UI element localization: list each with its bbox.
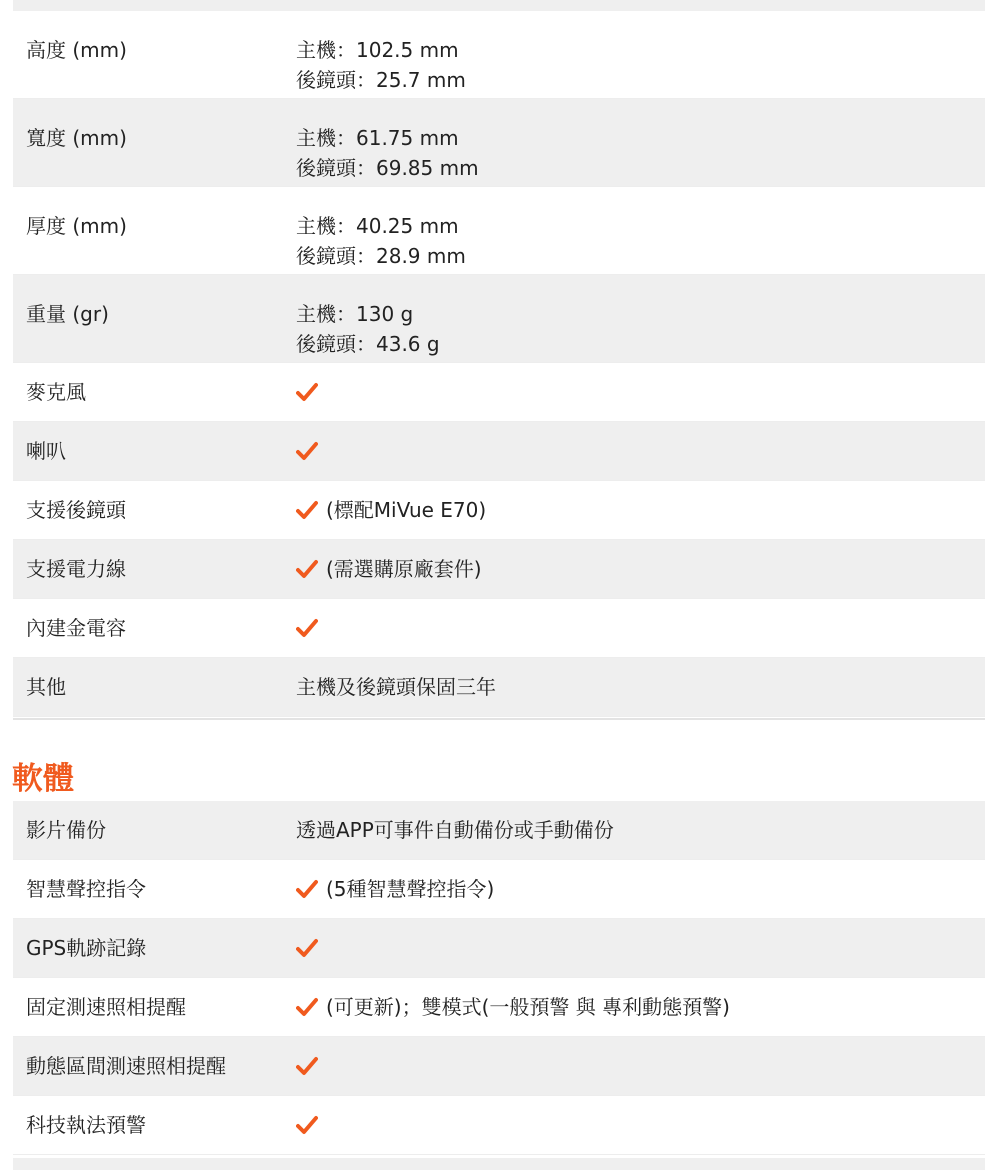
spec-value-line: 後鏡頭：69.85 mm (296, 156, 479, 180)
spec-value (296, 618, 985, 638)
table-row-tech-enforcement (13, 1096, 985, 1155)
software-spec-table (13, 801, 985, 1155)
table-row-partial (13, 1158, 985, 1170)
table-row-width (13, 99, 985, 187)
spec-label: 內建金電容 (26, 616, 126, 640)
spec-value (296, 938, 985, 958)
table-row-weight (13, 275, 985, 363)
table-row-section-speed-camera (13, 1037, 985, 1096)
spec-value (296, 35, 985, 95)
spec-value: 透過APP可事件自動備份或手動備份 (296, 818, 614, 842)
checkmark-icon (296, 559, 318, 579)
spec-value-line: 主機：130 g (296, 302, 414, 326)
hardware-spec-table (13, 11, 985, 717)
table-row-rear-camera (13, 481, 985, 540)
spec-value (296, 211, 985, 271)
spec-value (296, 874, 985, 904)
spec-label: 高度 (mm) (26, 38, 127, 62)
spec-label: 科技執法預警 (26, 1113, 146, 1137)
spec-value (296, 495, 985, 525)
checkmark-icon (296, 441, 318, 461)
spec-value (296, 299, 985, 359)
spec-value-line: 主機：102.5 mm (296, 38, 459, 62)
checkmark-icon (296, 938, 318, 958)
spec-value (296, 992, 985, 1022)
table-row-supercapacitor (13, 599, 985, 658)
checkmark-icon (296, 1115, 318, 1135)
checkmark-icon (296, 618, 318, 638)
spec-label: 智慧聲控指令 (26, 877, 146, 901)
table-row-fixed-speed-camera (13, 978, 985, 1037)
spec-value (296, 1115, 985, 1135)
table-row-depth (13, 187, 985, 275)
checkmark-icon (296, 997, 318, 1017)
spec-label: GPS軌跡記錄 (26, 936, 147, 960)
spec-label: 支援電力線 (26, 557, 126, 581)
section-divider (13, 718, 985, 720)
spec-value (296, 554, 985, 584)
spec-note: (5種智慧聲控指令) (326, 877, 495, 901)
checkmark-icon (296, 879, 318, 899)
spec-value-line: 後鏡頭：25.7 mm (296, 68, 466, 92)
spec-note: (需選購原廠套件) (326, 557, 482, 581)
spec-label: 厚度 (mm) (26, 214, 127, 238)
spec-label: 其他 (26, 675, 66, 699)
spec-label: 動態區間測速照相提醒 (26, 1054, 226, 1078)
table-row-height (13, 11, 985, 99)
spec-label: 固定測速照相提醒 (26, 995, 186, 1019)
section-title-software: 軟體 (12, 761, 74, 797)
spec-value (296, 123, 985, 183)
spec-value-line: 後鏡頭：43.6 g (296, 332, 440, 356)
spec-value-line: 主機：61.75 mm (296, 126, 459, 150)
table-row-power-cable (13, 540, 985, 599)
spec-label: 喇叭 (26, 439, 66, 463)
table-row-other (13, 658, 985, 717)
spec-value (296, 382, 985, 402)
spec-value (296, 441, 985, 461)
checkmark-icon (296, 382, 318, 402)
spec-label: 影片備份 (26, 818, 106, 842)
spec-value: 主機及後鏡頭保固三年 (296, 675, 496, 699)
table-row-speaker (13, 422, 985, 481)
spec-label: 麥克風 (26, 380, 86, 404)
table-row-voice-control (13, 860, 985, 919)
checkmark-icon (296, 1056, 318, 1076)
table-row-gps-track (13, 919, 985, 978)
table-row-partial (13, 0, 985, 11)
table-row-video-backup (13, 801, 985, 860)
spec-note: (標配MiVue E70) (326, 498, 487, 522)
spec-label: 重量 (gr) (26, 302, 109, 326)
spec-value-line: 主機：40.25 mm (296, 214, 459, 238)
checkmark-icon (296, 500, 318, 520)
spec-label: 寬度 (mm) (26, 126, 127, 150)
spec-value-line: 後鏡頭：28.9 mm (296, 244, 466, 268)
spec-value (296, 1056, 985, 1076)
spec-note: (可更新)；雙模式(一般預警 與 專利動態預警) (326, 995, 730, 1019)
spec-label: 支援後鏡頭 (26, 498, 126, 522)
table-row-microphone (13, 363, 985, 422)
